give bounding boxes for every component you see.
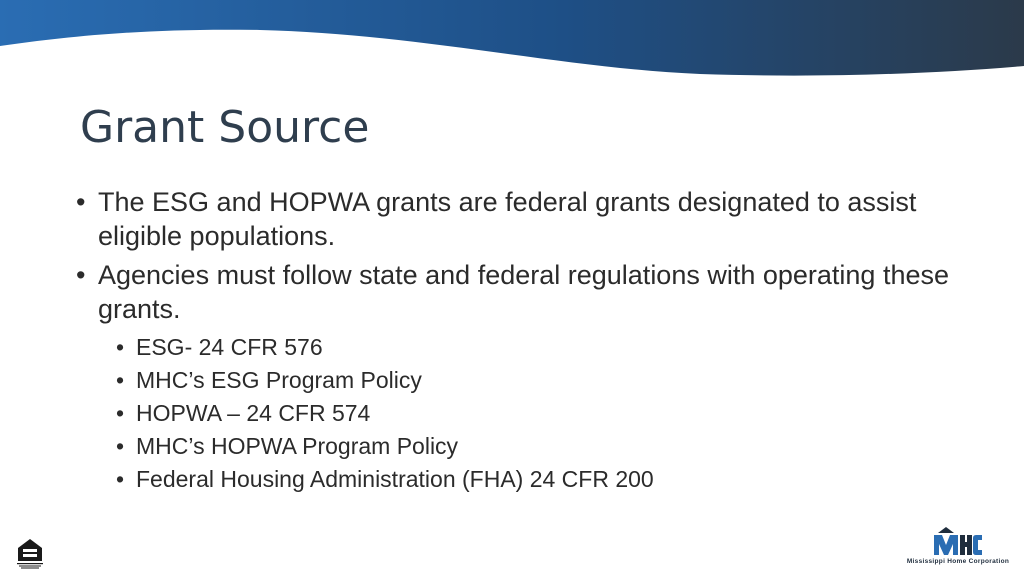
bullet-item: • The ESG and HOPWA grants are federal grants designated to assist eligible populations. — [76, 185, 956, 253]
sub-bullet-list — [76, 331, 956, 496]
mhc-logo-icon — [932, 527, 984, 557]
sub-bullet-item: • MHC’s ESG Program Policy — [116, 364, 956, 397]
mhc-logo — [900, 527, 1016, 571]
sub-bullet-item: • ESG- 24 CFR 576 — [116, 331, 956, 364]
sub-bullet-item: • MHC’s HOPWA Program Policy — [116, 430, 956, 463]
logo-caption: Mississippi Home Corporation — [906, 558, 1010, 565]
slide-title: Grant Source — [80, 102, 370, 153]
equal-housing-opportunity-icon — [16, 537, 44, 569]
bullet-list — [76, 185, 956, 496]
sub-bullet-item: • HOPWA – 24 CFR 574 — [116, 397, 956, 430]
bullet-item: • Agencies must follow state and federal regulations with operating these grants. — [76, 258, 956, 326]
header-wave-banner — [0, 0, 1024, 80]
sub-bullet-item: • Federal Housing Administration (FHA) 24 CFR 200 — [116, 463, 956, 496]
